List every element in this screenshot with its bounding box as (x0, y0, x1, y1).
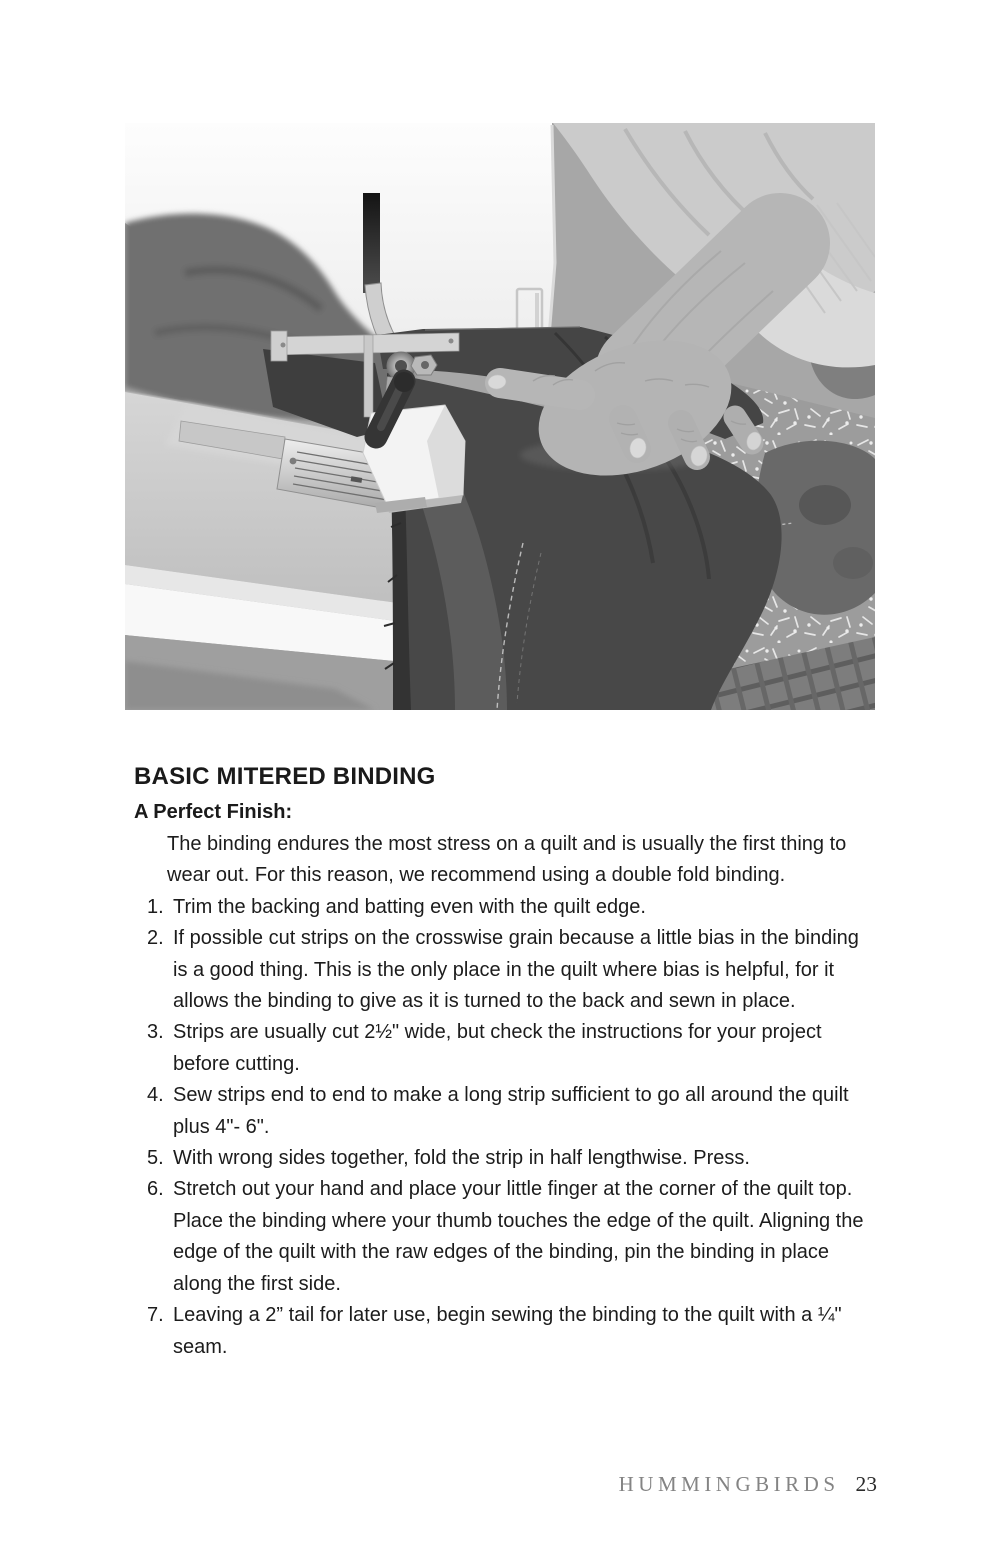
index-finger (500, 383, 580, 395)
step-text: Sew strips end to end to make a long strip sufficient to go all around the quilt plus 4"- 6". (173, 1084, 849, 1138)
step-number: 5. (147, 1147, 164, 1170)
step-number: 4. (147, 1084, 164, 1107)
list-item (147, 1080, 878, 1143)
step-number: 6. (147, 1178, 164, 1201)
step-text: If possible cut strips on the crosswise grain because a little bias in the binding is a good thing. This is the only place in the quilt where bias is helpful, for it allows the binding to give as it is turned to the back and sewn in place. (173, 927, 859, 1013)
list-item (147, 1017, 878, 1080)
step-text: Strips are usually cut 2½" wide, but check the instructions for your project before cutting. (173, 1021, 822, 1075)
numbered-steps (147, 892, 878, 1363)
step-number: 3. (147, 1021, 164, 1044)
instructions-section (134, 762, 878, 1363)
section-subheading: A Perfect Finish: (134, 801, 293, 823)
step-text: With wrong sides together, fold the strip in half lengthwise. Press. (173, 1147, 750, 1170)
sewing-machine-photo (125, 123, 875, 710)
list-item (147, 1174, 878, 1300)
list-item (147, 1300, 878, 1363)
photo-illustration (125, 123, 875, 710)
page-footer (0, 1472, 877, 1497)
list-item (147, 923, 878, 1017)
step-number: 7. (147, 1304, 164, 1327)
step-text: Trim the backing and batting even with the quilt edge. (173, 895, 646, 918)
list-item (147, 1143, 878, 1174)
page-number: 23 (855, 1472, 877, 1496)
step-number: 2. (147, 927, 164, 950)
step-text: Leaving a 2” tail for later use, begin sewing the binding to the quilt with a ¼" seam. (173, 1304, 842, 1358)
list-item (147, 892, 878, 923)
intro-paragraph: The binding endures the most stress on a quilt and is usually the first thing to wear out. For this reason, we recommend using a double fold binding. (167, 833, 847, 887)
step-text: Stretch out your hand and place your little finger at the corner of the quilt top. Place the binding where your thumb touches the edge of the quilt. Aligning the edge of the quilt with the raw edges of the binding, pin the binding in place along the first side. (173, 1178, 864, 1295)
running-book-title: HUMMINGBIRDS (618, 1472, 840, 1496)
step-number: 1. (147, 895, 164, 918)
section-heading: BASIC MITERED BINDING (134, 763, 436, 790)
needle-bar-slot (363, 193, 380, 293)
